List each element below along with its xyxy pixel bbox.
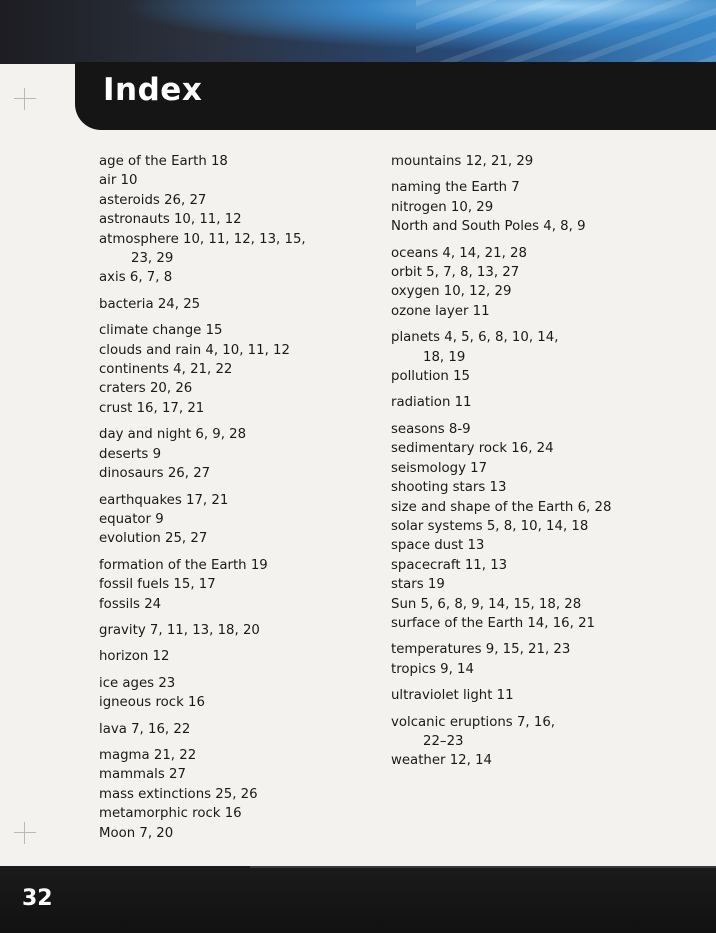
index-entry-text: gravity 7, 11, 13, 18, 20 [99, 622, 260, 638]
index-entry [99, 491, 374, 510]
index-entry-continuation: 23, 29 [131, 251, 174, 267]
index-entry [99, 230, 374, 269]
index-entry-text: nitrogen 10, 29 [391, 199, 494, 215]
index-entry-text: temperatures 9, 15, 21, 23 [391, 642, 571, 658]
index-entry [99, 399, 374, 418]
index-group-gap [391, 237, 691, 244]
index-entry-text: metamorphic rock 16 [99, 806, 242, 822]
index-entry [99, 785, 374, 804]
index-group-gap [99, 314, 374, 321]
index-entry [391, 575, 691, 594]
index-group-gap [99, 739, 374, 746]
page-title: Index [103, 72, 203, 108]
index-entry-text: igneous rock 16 [99, 695, 205, 711]
index-entry [99, 674, 374, 693]
index-entry-text: ice ages 23 [99, 675, 176, 691]
index-entry [99, 268, 374, 287]
index-entry-text: weather 12, 14 [391, 753, 493, 769]
index-entry [391, 751, 691, 770]
index-entry [391, 640, 691, 659]
index-entry [99, 510, 374, 529]
index-group-gap [99, 614, 374, 621]
index-entry [391, 614, 691, 633]
index-column-right [391, 152, 691, 771]
index-entry-text: orbit 5, 7, 8, 13, 27 [391, 265, 520, 281]
index-entry-text: fossils 24 [99, 596, 162, 612]
index-entry-text: surface of the Earth 14, 16, 21 [391, 615, 596, 631]
index-entry [391, 459, 691, 478]
index-entry [99, 621, 374, 640]
index-entry [99, 647, 374, 666]
index-entry-text: deserts 9 [99, 446, 162, 462]
index-entry-text: seismology 17 [391, 460, 488, 476]
index-entry [99, 529, 374, 548]
index-entry-text: naming the Earth 7 [391, 180, 520, 196]
index-entry [99, 295, 374, 314]
index-entry [391, 152, 691, 171]
index-entry-text: continents 4, 21, 22 [99, 362, 233, 378]
title-bar [75, 62, 716, 130]
index-entry-text: atmosphere 10, 11, 12, 13, 15, [99, 231, 306, 247]
index-entry-text: air 10 [99, 173, 138, 189]
index-entry [99, 341, 374, 360]
header-photo [0, 0, 716, 64]
index-entry-text: magma 21, 22 [99, 747, 197, 763]
index-entry-text: Sun 5, 6, 8, 9, 14, 15, 18, 28 [391, 596, 582, 612]
index-entry-text: climate change 15 [99, 323, 223, 339]
index-entry-text: lava 7, 16, 22 [99, 721, 191, 737]
crosshair-mark-bottom [14, 822, 36, 844]
index-entry [99, 595, 374, 614]
index-group-gap [99, 484, 374, 491]
index-entry [391, 393, 691, 412]
index-entry-text: stars 19 [391, 577, 445, 593]
index-entry-text: ultraviolet light 11 [391, 688, 514, 704]
index-entry-text: evolution 25, 27 [99, 531, 208, 547]
index-entry [391, 556, 691, 575]
index-entry-text: day and night 6, 9, 28 [99, 427, 247, 443]
index-entry [391, 536, 691, 555]
index-entry [99, 556, 374, 575]
index-entry-text: space dust 13 [391, 538, 485, 554]
index-entry [391, 198, 691, 217]
index-group-gap [99, 288, 374, 295]
index-entry [391, 498, 691, 517]
index-entry [391, 686, 691, 705]
index-entry [99, 575, 374, 594]
index-column-left [99, 152, 374, 843]
index-entry [99, 445, 374, 464]
index-entry [99, 171, 374, 190]
index-entry-text: tropics 9, 14 [391, 661, 474, 677]
index-entry [99, 765, 374, 784]
index-group-gap [99, 418, 374, 425]
index-entry [99, 360, 374, 379]
index-group-gap [99, 713, 374, 720]
index-entry-text: solar systems 5, 8, 10, 14, 18 [391, 518, 589, 534]
index-entry-text: formation of the Earth 19 [99, 557, 268, 573]
index-entry-text: North and South Poles 4, 8, 9 [391, 219, 586, 235]
index-entry [99, 210, 374, 229]
index-group-gap [99, 667, 374, 674]
index-group-gap [99, 549, 374, 556]
index-entry-text: seasons 8-9 [391, 421, 471, 437]
index-entry-text: clouds and rain 4, 10, 11, 12 [99, 342, 290, 358]
index-entry-text: axis 6, 7, 8 [99, 270, 173, 286]
index-entry-text: mountains 12, 21, 29 [391, 154, 534, 169]
index-entry [99, 804, 374, 823]
index-entry [99, 720, 374, 739]
index-entry [391, 713, 691, 752]
index-entry [99, 693, 374, 712]
index-entry-text: dinosaurs 26, 27 [99, 466, 211, 482]
index-group-gap [391, 413, 691, 420]
index-entry-text: crust 16, 17, 21 [99, 400, 205, 416]
index-entry [391, 282, 691, 301]
index-entry-text: astronauts 10, 11, 12 [99, 212, 242, 228]
index-entry-text: oxygen 10, 12, 29 [391, 284, 512, 300]
index-entry [99, 152, 374, 171]
index-entry-text: volcanic eruptions 7, 16, [391, 714, 556, 730]
page-number: 32 [22, 886, 53, 911]
index-entry [99, 746, 374, 765]
index-entry-text: shooting stars 13 [391, 480, 507, 496]
index-group-gap [391, 386, 691, 393]
index-entry [99, 464, 374, 483]
index-entry-text: size and shape of the Earth 6, 28 [391, 499, 612, 515]
index-entry-text: radiation 11 [391, 395, 472, 411]
index-group-gap [391, 321, 691, 328]
index-group-gap [99, 640, 374, 647]
index-group-gap [391, 171, 691, 178]
index-entry-text: planets 4, 5, 6, 8, 10, 14, [391, 330, 559, 346]
index-entry [391, 439, 691, 458]
index-entry-text: pollution 15 [391, 369, 471, 385]
index-entry [391, 328, 691, 367]
index-entry-text: sedimentary rock 16, 24 [391, 441, 554, 457]
index-entry [391, 595, 691, 614]
index-entry-text: bacteria 24, 25 [99, 296, 201, 312]
index-entry [391, 420, 691, 439]
index-entry-text: spacecraft 11, 13 [391, 557, 508, 573]
index-entry-text: ozone layer 11 [391, 303, 490, 319]
index-entry [391, 217, 691, 236]
index-entry-continuation: 22–23 [423, 733, 464, 749]
index-entry [391, 263, 691, 282]
index-entry [391, 367, 691, 386]
index-entry-text: equator 9 [99, 511, 164, 527]
index-entry-text: mass extinctions 25, 26 [99, 786, 258, 802]
index-entry-text: craters 20, 26 [99, 381, 193, 397]
index-entry-text: Moon 7, 20 [99, 825, 174, 841]
index-group-gap [391, 679, 691, 686]
index-entry-text: earthquakes 17, 21 [99, 492, 229, 508]
index-entry-text: fossil fuels 15, 17 [99, 577, 216, 593]
index-group-gap [391, 706, 691, 713]
index-entry-continuation: 18, 19 [423, 349, 466, 365]
index-entry-text: age of the Earth 18 [99, 154, 228, 169]
crosshair-mark-top [14, 88, 36, 110]
index-entry [391, 244, 691, 263]
index-entry [391, 302, 691, 321]
index-entry-text: mammals 27 [99, 767, 186, 783]
index-entry [99, 379, 374, 398]
index-entry [99, 321, 374, 340]
index-entry [391, 478, 691, 497]
index-entry-text: asteroids 26, 27 [99, 192, 207, 208]
footer-bar [0, 866, 716, 933]
index-entry [99, 425, 374, 444]
index-entry-text: oceans 4, 14, 21, 28 [391, 245, 527, 261]
index-entry [99, 191, 374, 210]
index-entry [99, 824, 374, 843]
index-group-gap [391, 633, 691, 640]
index-entry [391, 517, 691, 536]
index-entry [391, 178, 691, 197]
index-entry-text: horizon 12 [99, 649, 170, 665]
index-entry [391, 660, 691, 679]
